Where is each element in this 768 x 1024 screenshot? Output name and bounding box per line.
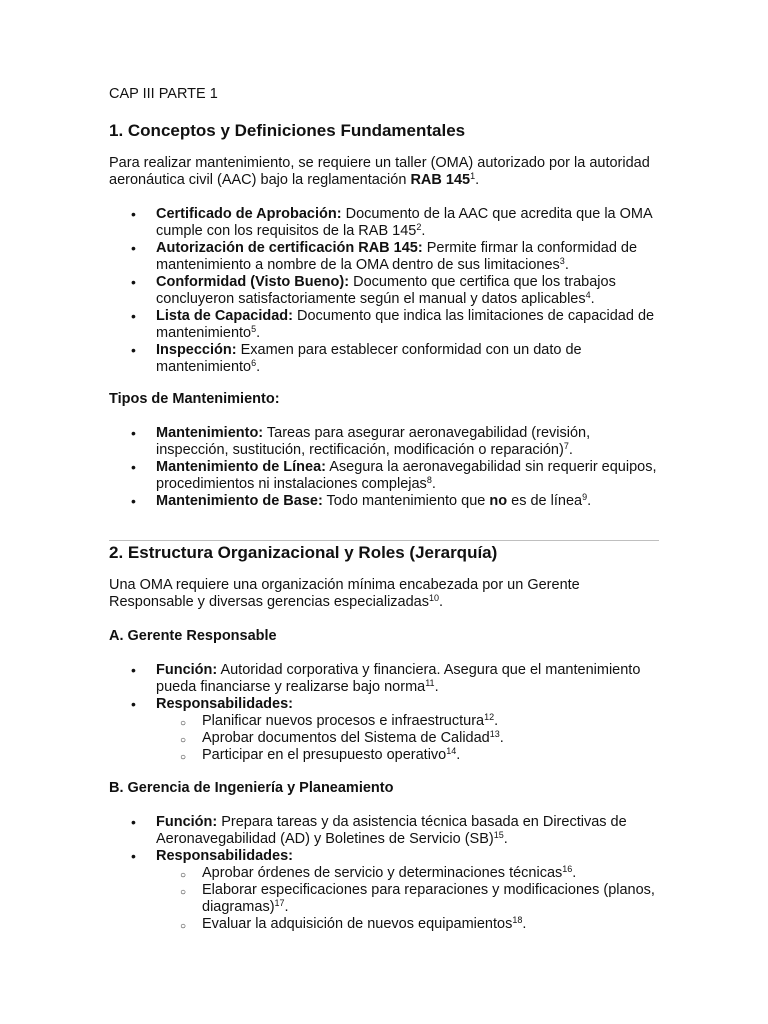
tipos-list [109, 425, 659, 510]
list-item: • Mantenimiento de Base: Todo mantenimiento que no es de línea$^9$. [109, 493, 659, 510]
ingenieria-responsabilidades [156, 865, 659, 933]
list-item: • Función: Prepara tareas y da asistencia técnica basada en Directivas de Aeronavegabilidad (AD) y Boletines de Servicio (SB)$^{15}$. [109, 814, 659, 848]
hollow-circle-icon: ○ [180, 735, 187, 746]
ingenieria-list [109, 814, 659, 933]
sub-list-item: ○ Aprobar órdenes de servicio y determinaciones técnicas$^{16}$. [156, 865, 659, 882]
list-item: • Responsabilidades: ○ Planificar nuevos procesos e infraestructura$^{12}$. ○ Aprobar documentos del Sistema de Calidad$^{13}$. ○ Participar en el presupuesto operativo$^{14}$. [109, 696, 659, 764]
list-item: • Autorización de certificación RAB 145: Permite firmar la conformidad de mantenimiento a nombre de la OMA dentro de sus limitaciones$^3$. [109, 240, 659, 274]
gerente-list [109, 662, 659, 764]
list-item: • Certificado de Aprobación: Documento de la AAC que acredita que la OMA cumple con los requisitos de la RAB $145^2$. [109, 206, 659, 240]
gerente-heading: A. Gerente Responsable [109, 628, 277, 644]
section-divider [109, 540, 659, 541]
list-item: • Conformidad (Visto Bueno): Documento que certifica que los trabajos concluyeron satisfactoriamente según el manual y datos aplicables$^4$. [109, 274, 659, 308]
sub-list-item: ○ Participar en el presupuesto operativo$^{14}$. [156, 747, 659, 764]
hollow-circle-icon: ○ [180, 718, 187, 729]
list-item: • Lista de Capacidad: Documento que indica las limitaciones de capacidad de mantenimiento$^5$. [109, 308, 659, 342]
hollow-circle-icon: ○ [180, 752, 187, 763]
tipos-heading: Tipos de Mantenimiento: [109, 391, 280, 407]
list-item: • Inspección: Examen para establecer conformidad con un dato de mantenimiento$^6$. [109, 342, 659, 376]
hollow-circle-icon: ○ [180, 870, 187, 881]
section-2-intro: Una OMA requiere una organización mínima encabezada por un Gerente Responsable y diversas gerencias especializadas$^{10}$. [109, 577, 580, 610]
gerente-responsabilidades [156, 713, 659, 764]
hollow-circle-icon: ○ [180, 887, 187, 898]
ingenieria-heading: B. Gerencia de Ingeniería y Planeamiento [109, 780, 394, 796]
sub-list-item: ○ Aprobar documentos del Sistema de Calidad$^{13}$. [156, 730, 659, 747]
sub-list-item: ○ Planificar nuevos procesos e infraestructura$^{12}$. [156, 713, 659, 730]
list-item: • Función: Autoridad corporativa y financiera. Asegura que el mantenimiento pueda financiarse y realizarse bajo norma$^{11}$. [109, 662, 659, 696]
hollow-circle-icon: ○ [180, 921, 187, 932]
chapter-title: CAP III PARTE 1 [109, 86, 218, 102]
section-2-heading: 2. Estructura Organizacional y Roles (Jerarquía) [109, 543, 498, 562]
list-item: • Mantenimiento de Línea: Asegura la aeronavegabilidad sin requerir equipos, procedimientos ni instalaciones complejas$^8$. [109, 459, 659, 493]
sub-list-item: ○ Elaborar especificaciones para reparaciones y modificaciones (planos, diagramas)$^{17}$. [180, 882, 655, 915]
list-item: • Mantenimiento: Tareas para asegurar aeronavegabilidad (revisión, inspección, sustitución, rectificación, modificación o reparación)$^7$. [109, 425, 659, 459]
definitions-list [109, 206, 659, 376]
list-item: • Responsabilidades: ○ Aprobar órdenes de servicio y determinaciones técnicas$^{16}$. ○ Elaborar especificaciones para reparaciones y modificaciones (planos, diagramas)$^{17}$. ○ Evaluar la adquisición de nuevos equipamientos$^{18}$. [109, 848, 659, 933]
section-1-intro: Para realizar mantenimiento, se requiere un taller (OMA) autorizado por la autoridad aeronáutica civil (AAC) bajo la reglamentación RAB $145^1$. [109, 155, 650, 188]
sub-list-item: ○ Evaluar la adquisición de nuevos equipamientos$^{18}$. [156, 916, 659, 933]
section-1-heading: 1. Conceptos y Definiciones Fundamentales [109, 121, 466, 140]
